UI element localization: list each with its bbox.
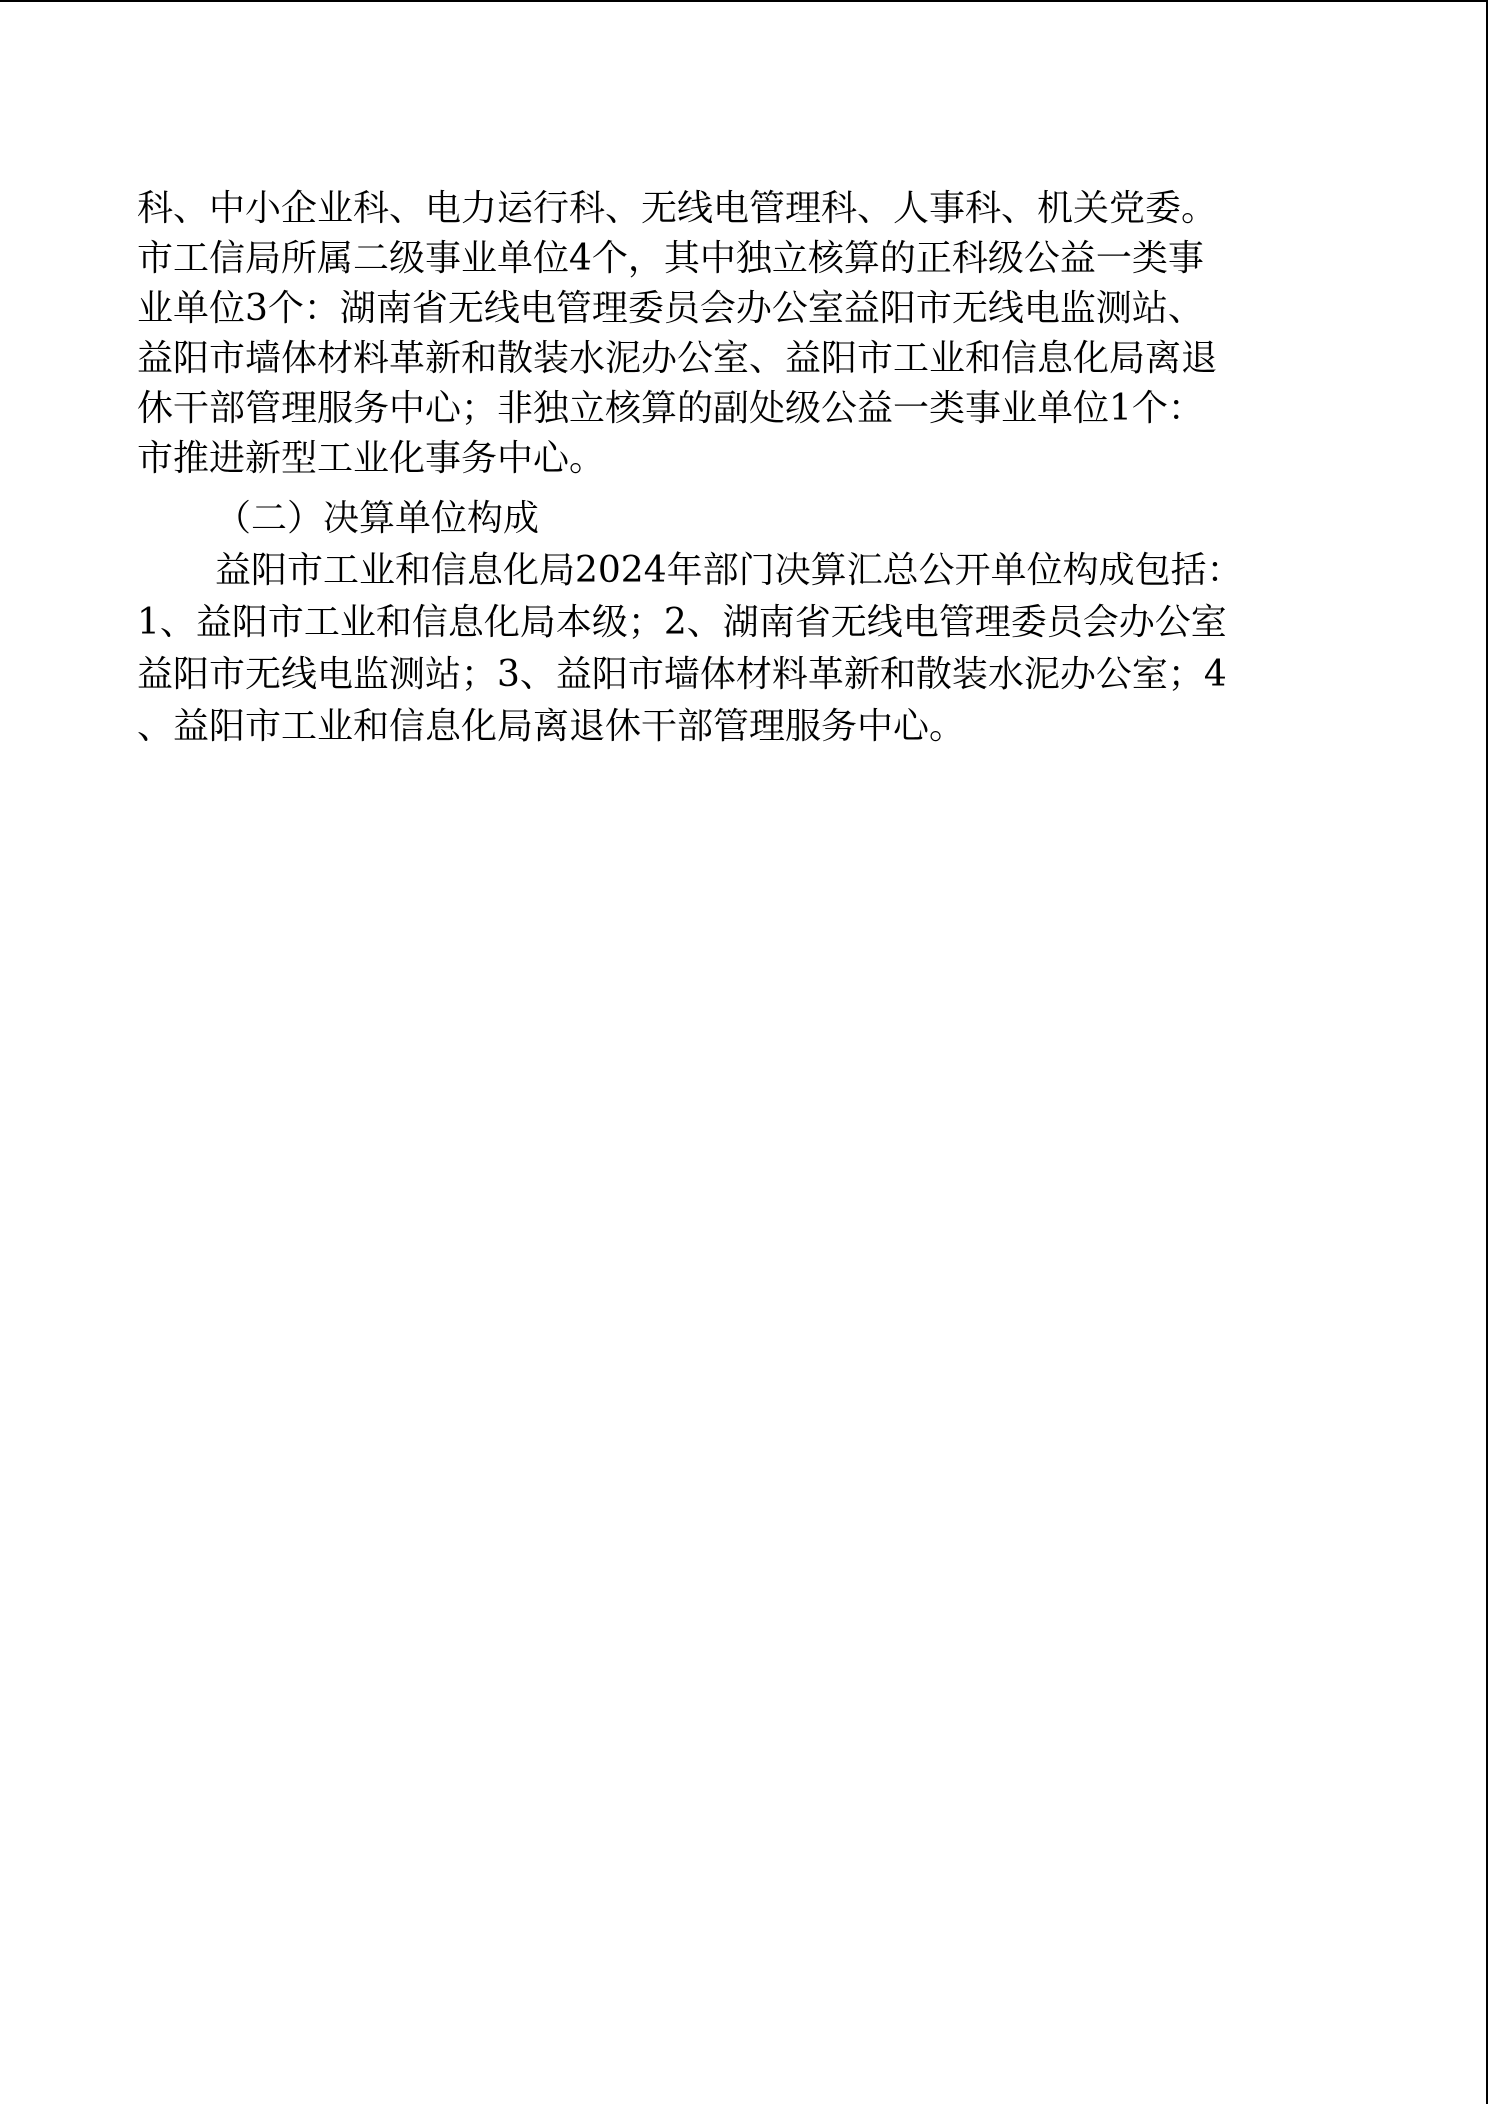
paragraph-line: 市工信局所属二级事业单位4个，其中独立核算的正科级公益一类事 — [137, 238, 1204, 279]
paragraph-line: 业单位3个：湖南省无线电管理委员会办公室益阳市无线电监测站、 — [137, 288, 1204, 329]
paragraph-line: 1、益阳市工业和信息化局本级；2、湖南省无线电管理委员会办公室 — [137, 602, 1227, 643]
paragraph-line: 、益阳市工业和信息化局离退休干部管理服务中心。 — [137, 706, 966, 747]
paragraph-line: 市推进新型工业化事务中心。 — [137, 438, 606, 479]
paragraph-line: 休干部管理服务中心；非独立核算的副处级公益一类事业单位1个： — [137, 388, 1204, 429]
section-heading: （二）决算单位构成 — [215, 498, 540, 539]
paragraph-line: 益阳市墙体材料革新和散装水泥办公室、益阳市工业和信息化局离退 — [137, 338, 1218, 379]
paragraph-line: 科、中小企业科、电力运行科、无线电管理科、人事科、机关党委。 — [137, 188, 1218, 229]
paragraph-line: 益阳市无线电监测站；3、益阳市墙体材料革新和散装水泥办公室；4 — [137, 654, 1227, 695]
paragraph-line: 益阳市工业和信息化局2024年部门决算汇总公开单位构成包括： — [215, 550, 1243, 591]
